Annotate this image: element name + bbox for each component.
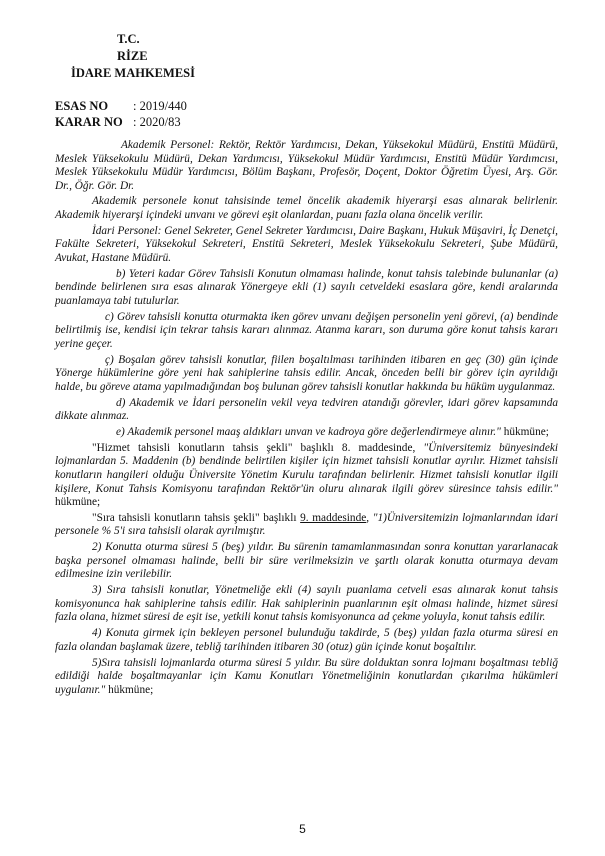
page-number: 5 — [299, 822, 306, 836]
paragraph-item-5-tail: hükmüne; — [108, 683, 154, 696]
paragraph-madde-9-ref: 9. maddesinde — [300, 511, 367, 524]
paragraph-idari-personel: İdari Personel: Genel Sekreter, Genel Sekreter Yardımcısı, Daire Başkanı, Hukuk Müşaviri, İç Denetçi, Fakülte Sekreteri, Yüksekokul Sekreteri, Enstitü Sekreteri, Meslek Yüksekokulu Sekreteri, Şube Müdürü, Avukat, Hastane Müdürü. — [55, 224, 558, 264]
paragraph-madde-8-text: "Üniversitemiz bünyesindeki lojmanlardan 5. Maddenin (b) bendinde belirtilen kişiler için hizmet tahsisli konutlar ayrılır. Hizmet tahsisli konutların hangileri olduğu Üniversite Yönetim Kurulu tarafından belirlenir. Hizmet tahsisli konutlar ilgili kişilere, Konut Tahsis Komisyonu tarafından Rektör'ün oluru alınarak ilgili görev süresince tahsis edilir." — [55, 441, 559, 495]
header-court: İDARE MAHKEMESİ — [71, 66, 195, 80]
document-body — [55, 139, 558, 699]
paragraph-madde-9 — [55, 512, 558, 539]
paragraph-madde-9-lead: "Sıra tahsisli konutların tahsis şekli" başlıklı — [92, 511, 297, 524]
karar-value: : 2020/83 — [133, 115, 181, 129]
paragraph-c: c) Görev tahsisli konutta oturmakta iken görev unvanı değişen personelin yeni görevi, (a) bendinde belirtilmiş ise, kendisi için tekrar tahsis kararı alınmaz. Atanma kararı, son duruma göre konut tahsis kararı yerine geçer. — [55, 310, 558, 350]
paragraph-madde-8-lead: "Hizmet tahsisli konutların tahsis şekli" başlıklı 8. maddesinde, — [92, 441, 416, 454]
paragraph-d: d) Akademik ve İdari personelin vekil veya tedviren atandığı görevler, idari görev kapsamında dikkate alınmaz. — [55, 396, 558, 423]
header-city: RİZE — [117, 49, 148, 63]
paragraph-madde-9-comma: , — [366, 511, 370, 524]
karar-line — [55, 115, 181, 130]
paragraph-madde-8 — [55, 442, 558, 510]
esas-label: ESAS NO — [55, 99, 109, 113]
paragraph-e — [55, 426, 558, 440]
esas-value: : 2019/440 — [133, 99, 187, 113]
paragraph-e-tail: hükmüne; — [503, 426, 549, 439]
paragraph-akademik-personel: Akademik Personel: Rektör, Rektör Yardımcısı, Dekan, Yüksekokul Müdürü, Enstitü Müdürü, Meslek Yüksekokulu Müdürü, Dekan Yardımcısı, Yüksekokul Müdür Yardımcısı, Enstitü Müdür Yardımcısı, Meslek Yüksekokulu Müdür Yardımcısı, Bölüm Başkanı, Profesör, Doçent, Doktor Öğretim Üyesi, Arş. Gör. Dr., Öğr. Gör. Dr. — [55, 139, 558, 192]
karar-label: KARAR NO — [55, 115, 123, 129]
paragraph-akademik-oncelik: Akademik personele konut tahsisinde temel öncelik akademik hiyerarşi esas alınarak belirlenir. Akademik hiyerarşi içindeki unvanı ve görevi eşit olanlardan, puanı fazla olana öncelik verilir. — [55, 195, 558, 222]
paragraph-item-5 — [55, 657, 558, 698]
paragraph-b: b) Yeteri kadar Görev Tahsisli Konutun olmaması halinde, konut tahsis talebinde bulunanlar (a) bendinde belirlenen sıra esas alınarak Yönergeye ekli (1) sayılı cetveldeki esaslara göre, kendi aralarında puanlamaya tabi tutulurlar. — [55, 267, 558, 307]
header-tc: T.C. — [117, 32, 140, 46]
paragraph-e-text: e) Akademik personel maaş aldıkları unvan ve kadroya göre değerlendirmeye alınır." — [116, 426, 501, 439]
paragraph-item-3: 3) Sıra tahsisli konutlar, Yönetmeliğe ekli (4) sayılı puanlama cetveli esas alınarak konut tahsis komisyonunca hak sahiplerine tahsis edilir. Hak sahiplerinin puanlarının eşit olması halinde, hizmet süresi fazla olana, hizmet süresi de eşit ise, yetkili konut tahsis komisyonunca ad çekme yoluyla, konut tahsis edilir. — [55, 584, 558, 624]
paragraph-madde-9-text: "1)Üniversitemizin lojmanlarından idari personele % 5'i sıra tahsisli olarak ayrılmıştır. — [55, 511, 558, 538]
paragraph-item-5-text: 5)Sıra tahsisli lojmanlarda oturma süresi 5 yıldır. Bu süre dolduktan sonra lojmanı boşaltması tebliğ edildiği halde boşaltmayanlar için Kamu Konutları Yönetmeliğinin konutlardan çıkarılma hükümleri uygulanır." — [55, 656, 558, 696]
paragraph-cc: ç) Boşalan görev tahsisli konutlar, fiilen boşaltılması tarihinden itibaren en geç (30) gün içinde Yönerge hükümlerine göre yeni hak sahiplerine tahsis edilir. Ancak, önceden belli bir görev için ayrıldığı halde, bu göreve atama yapılmadığından boş bulunan görev tahsisli konutlar hakkında bu hüküm uygulanmaz. — [55, 353, 558, 393]
paragraph-item-4: 4) Konuta girmek için bekleyen personel bulunduğu takdirde, 5 (beş) yıldan fazla oturma süresi en fazla olandan başlamak üzere, tebliğ tarihinden itibaren 30 (otuz) gün içinde konut boşaltılır. — [55, 627, 558, 653]
paragraph-item-2: 2) Konutta oturma süresi 5 (beş) yıldır. Bu sürenin tamamlanmasından sonra konuttan yararlanacak başka personel olmaması halinde, belli bir süre verilmeksizin ve şartlı olarak konutta oturmaya devam edilmesine izin verilebilir. — [55, 541, 558, 581]
esas-line — [55, 99, 187, 114]
paragraph-madde-8-tail: hükmüne; — [55, 496, 101, 509]
